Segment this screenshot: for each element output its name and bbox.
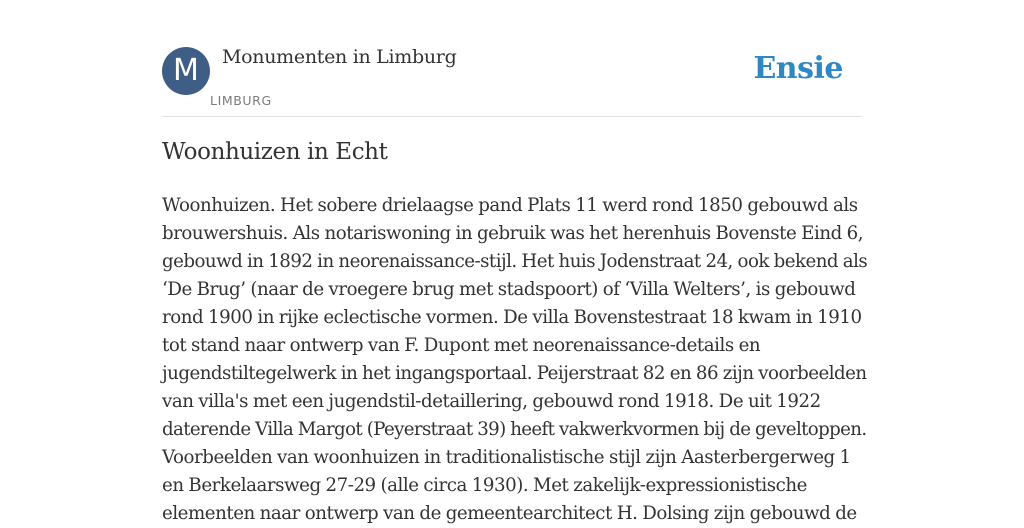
article-line: rond 1900 in rijke eclectische vormen. De villa Bovenstestraat 18 kwam in 1910 (162, 307, 862, 328)
article-line: gebouwd in 1892 in neorenaissance-stijl. Het huis Jodenstraat 24, ook bekend als (162, 251, 868, 272)
category-tag-link[interactable]: LIMBURG (210, 93, 272, 108)
article-line: en Berkelaarsweg 27-29 (alle circa 1930). Met zakelijk-expressionistische (162, 475, 807, 496)
article-body (162, 192, 867, 528)
brand-logo-link[interactable]: Ensie (753, 51, 843, 86)
article-line: van villa's met een jugendstil-detaillering, gebouwd rond 1918. De uit 1922 (162, 391, 821, 412)
avatar[interactable]: M (162, 47, 210, 95)
article-line: daterende Villa Margot (Peyerstraat 39) heeft vakwerkvormen bij de geveltoppen. (162, 419, 867, 440)
article-line: jugendstiltegelwerk in het ingangsportaal. Peijerstraat 82 en 86 zijn voorbeelden (162, 363, 867, 384)
article-title: Woonhuizen in Echt (162, 139, 388, 165)
article-line: elementen naar ontwerp van de gemeentearchitect H. Dolsing zijn gebouwd de (162, 503, 857, 524)
article-line: Voorbeelden van woonhuizen in traditionalistische stijl zijn Aasterbergerweg 1 (162, 447, 851, 468)
article-line: Woonhuizen. Het sobere drielaagse pand Plats 11 werd rond 1850 gebouwd als (162, 195, 858, 216)
site-title-link[interactable]: Monumenten in Limburg (222, 46, 457, 68)
article-line: tot stand naar ontwerp van F. Dupont met neorenaissance-details en (162, 335, 761, 356)
site-header (162, 38, 862, 117)
article-line: brouwershuis. Als notariswoning in gebruik was het herenhuis Bovenste Eind 6, (162, 223, 864, 244)
article-line: ‘De Brug’ (naar de vroegere brug met stadspoort) of ‘Villa Welters’, is gebouwd (162, 279, 856, 300)
